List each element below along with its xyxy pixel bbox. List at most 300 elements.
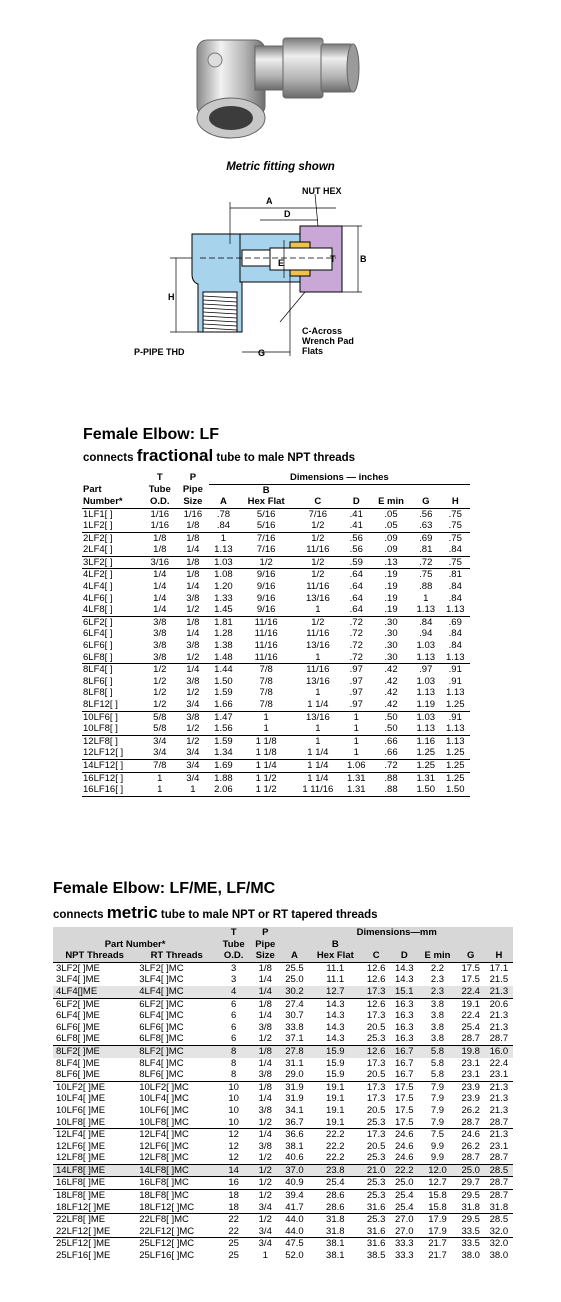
table-cell: 3 [230, 974, 237, 986]
table-cell: 25.0 [285, 974, 304, 986]
table-cell: .09 [384, 532, 398, 544]
part-number-cell: 4LF6[ ] [83, 592, 113, 604]
table-cell: 1/16 [150, 508, 170, 520]
table-cell: 6 [217, 998, 250, 1010]
table-cell: 1/4 [177, 544, 209, 556]
table-cell: 1.25 [411, 759, 440, 772]
table-cell: .72 [349, 640, 363, 652]
hdr-b: B [309, 939, 363, 951]
table-cell: 1.88 [214, 772, 233, 784]
npt-part-cell: 12LF8[ ]ME [56, 1152, 106, 1164]
table-cell: 25.3 [362, 1190, 390, 1202]
table-cell: 2.3 [430, 974, 445, 986]
part-number-cell: 10LF8[ ] [82, 723, 143, 735]
table-cell: 12.0 [418, 1164, 456, 1177]
table-cell: 28.5 [485, 1164, 513, 1177]
rt-part-cell: 12LF4[ ]MC [136, 1129, 217, 1141]
table-cell: 15.9 [309, 1045, 363, 1057]
table-cell: .56 [342, 544, 371, 556]
hdr-a: A [280, 950, 308, 962]
table-cell: 3/4 [153, 735, 167, 747]
part-number-cell: 6LF2[ ] [83, 616, 113, 628]
part-number-cell: 8LF12[ ] [82, 699, 143, 711]
npt-part-cell: 4LF4[]ME [53, 986, 136, 998]
table-cell: .56 [349, 532, 363, 544]
table-cell: 1 1/4 [294, 759, 341, 772]
part-number-cell: 3LF2[ ] [82, 556, 143, 569]
npt-part-cell: 8LF2[ ]ME [53, 1045, 136, 1057]
table-cell: 17.5 [457, 962, 485, 974]
table-cell: 24.6 [457, 1129, 485, 1141]
table-row [82, 616, 470, 628]
table-cell: 8 [230, 1069, 237, 1081]
table-cell: .50 [371, 723, 411, 735]
table-cell: 1.59 [214, 735, 233, 747]
table-cell: 25.3 [366, 1116, 386, 1128]
c-across-label: C-Across [302, 326, 343, 336]
table-cell: 1/8 [177, 520, 209, 532]
table-cell: 28.7 [489, 1152, 509, 1164]
rt-part-cell: 6LF2[ ]MC [136, 998, 217, 1010]
table-cell: 1/4 [250, 1129, 280, 1141]
table-cell: 23.1 [489, 1140, 509, 1152]
table-cell: .30 [384, 640, 398, 652]
table-cell: 1/2 [258, 1152, 272, 1164]
table-cell: 1 [143, 784, 177, 796]
table-cell: 26.2 [461, 1140, 480, 1152]
table-row [82, 520, 470, 532]
npt-part-cell: 6LF8[ ]ME [56, 1033, 100, 1045]
table-cell: 7.9 [430, 1104, 445, 1116]
table-cell: 1 [294, 604, 341, 616]
rt-part-cell: 8LF6[ ]MC [139, 1069, 184, 1081]
hdr-b: B [262, 484, 270, 496]
rt-part-cell: 8LF4[ ]MC [139, 1057, 184, 1069]
table-cell: 7/8 [143, 759, 177, 772]
table-cell: 14.3 [326, 1010, 345, 1022]
table-cell: 17.5 [395, 1093, 414, 1105]
table-cell: 33.8 [285, 1021, 304, 1033]
hdr-dims: Dimensions—mm [280, 927, 513, 939]
table-cell: 13/16 [305, 592, 330, 604]
hdr-size: Size [177, 496, 209, 508]
table-row [53, 1105, 513, 1117]
table-cell: 1/8 [153, 532, 167, 544]
table-cell: .05 [371, 520, 411, 532]
table-cell: .19 [371, 604, 411, 616]
table-cell: 1.25 [441, 747, 471, 759]
table-cell: .72 [411, 556, 440, 569]
table-cell: 3/8 [186, 640, 200, 652]
table-cell: 9.9 [430, 1140, 445, 1152]
table-cell: 11/16 [306, 664, 330, 676]
table-row [82, 628, 470, 640]
table-cell: 28.6 [309, 1190, 363, 1202]
table-cell: 12.6 [362, 1045, 390, 1057]
table-cell: .94 [419, 628, 433, 640]
hdr-d: D [342, 496, 371, 508]
table-cell: 3/4 [177, 699, 209, 711]
table-cell: 3/8 [153, 640, 167, 652]
table-cell: 1 1/2 [255, 772, 277, 784]
rt-part-cell: 18LF8[ ]MC [136, 1190, 217, 1202]
hdr-od: O.D. [143, 496, 177, 508]
table-cell: 1/8 [250, 1045, 280, 1057]
table-cell: 29.7 [457, 1177, 485, 1190]
npt-part-cell: 14LF8[ ]ME [53, 1164, 136, 1177]
table-cell: .88 [419, 581, 433, 593]
table-cell: .97 [419, 664, 433, 676]
table-cell: 21.3 [489, 1093, 509, 1105]
table-cell: 1/2 [311, 616, 325, 628]
part-number-cell: 2LF4[ ] [82, 544, 143, 556]
hdr-number: Number* [82, 496, 143, 508]
table-cell: 1/2 [143, 699, 177, 711]
npt-part-cell: 10LF6[ ]ME [56, 1104, 106, 1116]
table-cell: 33.3 [395, 1250, 414, 1262]
table-cell: 25.3 [366, 1033, 386, 1045]
table-cell: 32.0 [489, 1225, 509, 1237]
table-cell: 15.1 [390, 986, 418, 998]
table-cell: 16.7 [390, 1045, 418, 1057]
table-cell: 25.5 [280, 962, 308, 974]
table-cell: 16.3 [395, 1021, 414, 1033]
part-number-cell: 4LF8[ ] [82, 604, 143, 616]
table-row [82, 604, 470, 616]
table-row [82, 711, 470, 723]
table-cell: .13 [371, 556, 411, 569]
table-cell: 7.9 [430, 1093, 445, 1105]
table-cell: 7/16 [256, 532, 276, 544]
table-cell: 5.8 [418, 1045, 456, 1057]
table-row [53, 1202, 513, 1214]
table-cell: 1.34 [209, 747, 238, 759]
table-cell: 4 [217, 986, 250, 998]
table-cell: 2.2 [418, 962, 456, 974]
npt-part-cell: 18LF8[ ]ME [53, 1190, 136, 1202]
table-cell: 31.6 [366, 1201, 386, 1213]
part-number-cell: 1LF2[ ] [82, 520, 143, 532]
table-cell: 25.4 [395, 1201, 414, 1213]
table-cell: 1 1/4 [294, 747, 341, 759]
hdr-g: G [457, 950, 485, 962]
table-cell: 36.7 [285, 1116, 304, 1128]
table-row [53, 1226, 513, 1238]
table-cell: 1.81 [214, 616, 233, 628]
table-row [82, 640, 470, 652]
table-cell: 44.0 [280, 1214, 308, 1226]
table-cell: .84 [441, 544, 471, 556]
table-cell: 17.5 [461, 974, 480, 986]
table-cell: 1.13 [411, 604, 440, 616]
table-cell: 1/2 [250, 1190, 280, 1202]
table-row [53, 1177, 513, 1190]
hdr-npt: NPT Threads [53, 950, 136, 962]
table-cell: 25.0 [390, 1177, 418, 1190]
table-cell: 14.3 [326, 1021, 345, 1033]
metric-dimensions-table [53, 927, 513, 1262]
table-cell: 17.3 [366, 1057, 386, 1069]
table-row [53, 1093, 513, 1105]
part-number-cell: 12LF8[ ] [83, 735, 118, 747]
table-cell: 13/16 [305, 675, 330, 687]
table-row [53, 1045, 513, 1057]
table-cell: 6 [230, 1033, 237, 1045]
fitting-photo [185, 26, 365, 156]
table-row [53, 1164, 513, 1177]
table-cell: 21.3 [485, 986, 513, 998]
table-row [53, 1069, 513, 1081]
hdr-t: T [156, 472, 163, 484]
table-cell: 20.5 [366, 1021, 386, 1033]
table-cell: 39.4 [280, 1190, 308, 1202]
table-row [53, 962, 513, 974]
rt-part-cell: 16LF8[ ]MC [136, 1177, 217, 1190]
table-cell: 25.4 [309, 1177, 363, 1190]
table-cell: 27.0 [390, 1214, 418, 1226]
table-cell: 21.3 [485, 1081, 513, 1093]
table-cell: 14.3 [309, 998, 363, 1010]
table-cell: 15.8 [428, 1201, 447, 1213]
table-cell: .42 [384, 675, 398, 687]
table-cell: 19.1 [326, 1093, 345, 1105]
table-cell: 3/8 [186, 592, 200, 604]
dim-label-e: E [278, 258, 285, 268]
table-cell: 13/16 [305, 711, 330, 723]
hdr-emin: E min [418, 950, 456, 962]
table-cell: 19.1 [326, 1104, 345, 1116]
table-cell: .75 [441, 556, 471, 569]
table-cell: 1.56 [209, 723, 238, 735]
table-cell: 1 [294, 652, 341, 664]
pipe-thread-label: P-PIPE THD [134, 347, 185, 357]
table-cell: 3/8 [153, 616, 167, 628]
table-cell: 31.9 [285, 1093, 304, 1105]
part-number-cell: 6LF8[ ] [82, 652, 143, 664]
table-row [82, 652, 470, 664]
table-cell: 27.0 [395, 1225, 414, 1237]
table-cell: .75 [419, 569, 433, 581]
table-cell: 14.3 [326, 1033, 345, 1045]
table-cell: 38.0 [461, 1250, 480, 1262]
table-cell: 3/8 [258, 1104, 272, 1116]
table-row [82, 759, 470, 772]
table-cell: 22 [228, 1225, 239, 1237]
table-cell: 15.9 [326, 1069, 345, 1081]
table-cell: 1.69 [209, 759, 238, 772]
table-row [82, 784, 470, 796]
part-number-cell: 10LF6[ ] [83, 711, 118, 723]
table-cell: 3/8 [258, 1021, 272, 1033]
table-cell: 10 [228, 1116, 239, 1128]
table-cell: .69 [448, 616, 462, 628]
table-cell: 19.1 [326, 1116, 345, 1128]
table-cell: 3/8 [258, 1069, 272, 1081]
table-cell: 16 [217, 1177, 250, 1190]
table-cell: 3/4 [177, 759, 209, 772]
table-cell: 1/4 [258, 1057, 272, 1069]
table-row [53, 1033, 513, 1045]
table-cell: 17.3 [366, 1093, 386, 1105]
table-cell: 3/4 [177, 747, 209, 759]
table-cell: 1/2 [238, 556, 294, 569]
table-cell: 1/2 [177, 652, 209, 664]
table-cell: 1 [353, 711, 359, 723]
rt-part-cell: 3LF2[ ]MC [136, 962, 217, 974]
table-cell: 21.3 [485, 1129, 513, 1141]
rt-part-cell: 22LF12[ ]MC [139, 1225, 195, 1237]
table-cell: 41.7 [285, 1201, 304, 1213]
table-cell: 28.7 [489, 1116, 509, 1128]
table-cell: 25.3 [362, 1177, 390, 1190]
table-cell: 28.7 [461, 1033, 480, 1045]
table-cell: 18 [228, 1201, 239, 1213]
table-cell: 12.6 [362, 962, 390, 974]
dim-label-a: A [266, 196, 273, 206]
table-cell: 25.3 [366, 1152, 386, 1164]
table-cell: 19.8 [457, 1045, 485, 1057]
table-cell: .97 [349, 664, 363, 676]
table-cell: 1.03 [416, 675, 436, 687]
rt-part-cell: 25LF12[ ]MC [136, 1238, 217, 1250]
fractional-dimensions-table [82, 472, 470, 797]
table-cell: 1.13 [441, 723, 471, 735]
table-cell: 23.1 [461, 1057, 480, 1069]
table-cell: 1 [353, 735, 359, 747]
table-cell: 7/8 [259, 664, 273, 676]
table-cell: 1.20 [214, 581, 233, 593]
table-cell: 24.6 [390, 1129, 418, 1141]
table-cell: 17.3 [362, 986, 390, 998]
section2-title: Female Elbow: LF/ME, LF/MC [53, 880, 276, 897]
table-cell: .59 [342, 556, 371, 569]
table-cell: 1/4 [143, 604, 177, 616]
table-cell: 20.5 [366, 1104, 386, 1116]
hdr-d: D [390, 950, 418, 962]
table-cell: 3/8 [153, 628, 167, 640]
table-cell: 1/2 [153, 687, 167, 699]
table-cell: .88 [384, 772, 398, 784]
table-cell: 3.8 [418, 998, 456, 1010]
dim-label-g: G [258, 348, 266, 358]
table-cell: 1.50 [411, 784, 440, 796]
table-cell: 1/2 [311, 569, 325, 581]
table-cell: 1.33 [214, 592, 233, 604]
npt-part-cell: 22LF12[ ]ME [56, 1225, 111, 1237]
table-cell: 3.8 [430, 1021, 445, 1033]
table-cell: 7.9 [430, 1116, 445, 1128]
table-cell: .56 [419, 508, 433, 520]
table-cell: 14 [217, 1164, 250, 1177]
table-cell: 11/16 [294, 544, 341, 556]
part-number-cell: 16LF16[ ] [82, 784, 143, 796]
table-cell: 26.2 [461, 1104, 480, 1116]
table-cell: 3/4 [143, 747, 177, 759]
npt-part-cell: 25LF12[ ]ME [53, 1238, 136, 1250]
table-cell: 1.25 [446, 772, 465, 784]
table-row [53, 1058, 513, 1070]
table-cell: 17.5 [395, 1104, 414, 1116]
npt-part-cell: 10LF2[ ]ME [53, 1081, 136, 1093]
table-cell: 1.47 [214, 711, 233, 723]
table-cell: .05 [384, 508, 398, 520]
hdr-h: H [441, 496, 471, 508]
part-number-cell: 14LF12[ ] [82, 759, 143, 772]
part-number-cell: 2LF2[ ] [83, 532, 113, 544]
table-cell: .78 [216, 508, 231, 520]
table-cell: .19 [384, 569, 398, 581]
part-number-cell: 12LF12[ ] [82, 747, 143, 759]
table-cell: 12.7 [309, 986, 363, 998]
table-cell: 10 [228, 1093, 239, 1105]
table-cell: 30.2 [280, 986, 308, 998]
table-row [82, 747, 470, 759]
table-cell: 9.9 [430, 1152, 445, 1164]
npt-part-cell: 6LF4[ ]ME [56, 1010, 100, 1022]
hdr-hexflat: Hex Flat [238, 496, 294, 508]
part-number-cell: 4LF2[ ] [83, 569, 113, 581]
table-row [53, 1190, 513, 1202]
hdr-emin: E min [371, 496, 411, 508]
npt-part-cell: 16LF8[ ]ME [53, 1177, 136, 1190]
npt-part-cell: 3LF4[ ]ME [56, 974, 100, 986]
table-cell: 29.5 [457, 1214, 485, 1226]
table-cell: 3/8 [258, 1140, 272, 1152]
table-row [82, 687, 470, 699]
table-cell: 31.6 [366, 1225, 386, 1237]
table-cell: 17.1 [485, 962, 513, 974]
table-cell: 1 [157, 772, 163, 784]
npt-part-cell: 12LF6[ ]ME [56, 1140, 106, 1152]
table-cell: 9/16 [238, 604, 294, 616]
table-cell: 1 1/2 [238, 784, 294, 796]
table-cell: 33.5 [461, 1225, 480, 1237]
rt-part-cell: 12LF6[ ]MC [139, 1140, 189, 1152]
table-cell: 7.9 [418, 1081, 456, 1093]
npt-part-cell: 8LF6[ ]ME [56, 1069, 100, 1081]
table-cell: 1/8 [186, 569, 200, 581]
nut-hex-label: NUT HEX [302, 186, 342, 196]
table-cell: 1.31 [342, 784, 371, 796]
table-cell: 3/8 [143, 652, 177, 664]
table-cell: .64 [349, 592, 363, 604]
table-row [53, 1081, 513, 1093]
table-cell: 3/4 [186, 772, 200, 784]
table-cell: .81 [411, 544, 440, 556]
table-cell: 31.8 [489, 1201, 509, 1213]
table-row [82, 581, 470, 593]
table-row [82, 772, 470, 784]
table-cell: 10 [217, 1081, 250, 1093]
table-cell: 22 [217, 1214, 250, 1226]
table-cell: 1.38 [214, 640, 233, 652]
table-cell: 12.7 [418, 1177, 456, 1190]
table-row [82, 593, 470, 605]
table-cell: 9/16 [256, 581, 276, 593]
table-cell: 1/16 [183, 508, 203, 520]
table-cell: 1.13 [441, 652, 471, 664]
table-cell: 1/8 [186, 616, 200, 628]
table-cell: 3/8 [186, 711, 200, 723]
table-cell: 1/16 [143, 520, 177, 532]
npt-part-cell: 18LF12[ ]ME [56, 1201, 111, 1213]
table-cell: 1 [315, 735, 321, 747]
table-cell: 11.1 [326, 974, 345, 986]
hdr-pipe: Pipe [250, 939, 280, 951]
table-cell: 1.50 [214, 675, 233, 687]
table-cell: 21.5 [489, 974, 509, 986]
table-cell: 25.4 [390, 1190, 418, 1202]
